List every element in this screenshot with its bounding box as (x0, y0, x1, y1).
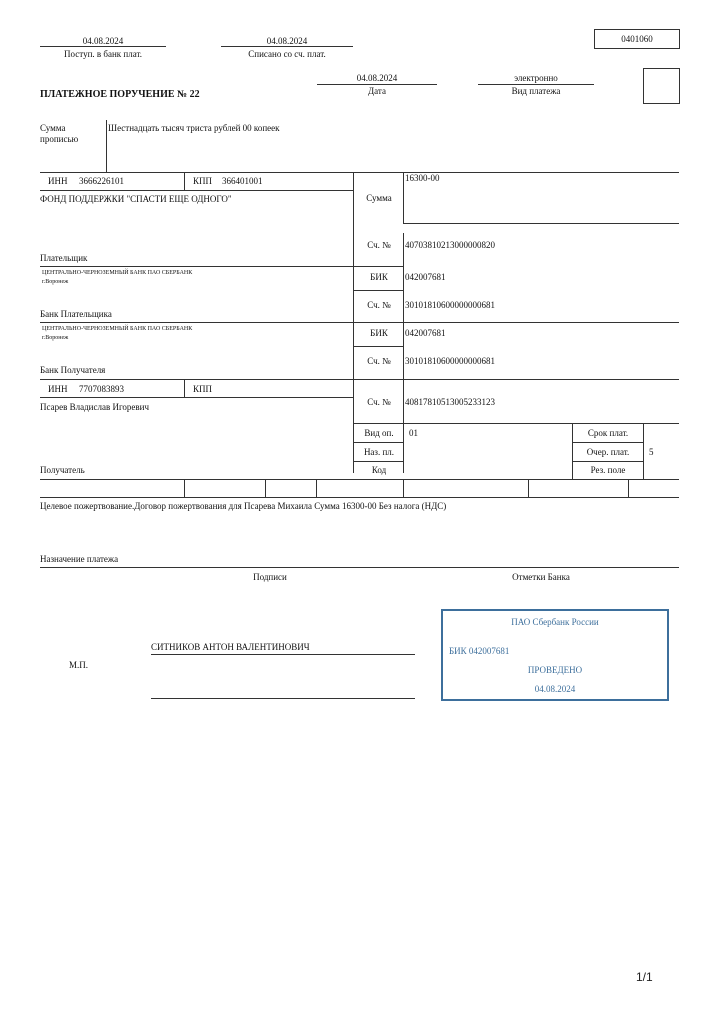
status-code-box (643, 68, 680, 104)
payer-account: 40703810213000000820 (405, 240, 495, 250)
received-date-line (40, 46, 166, 47)
grid-line (40, 266, 353, 267)
grid-line (403, 223, 679, 224)
received-date: 04.08.2024 (82, 36, 124, 46)
payer-kpp: 366401001 (222, 176, 263, 186)
grid-line (184, 172, 185, 190)
signatures-label: Подписи (253, 572, 287, 582)
grid-line (40, 190, 353, 191)
amount-words-label-2: прописью (40, 134, 79, 144)
payer-kpp-label: КПП (193, 176, 213, 186)
payee-kpp-label: КПП (193, 384, 213, 394)
signer-line (151, 654, 415, 655)
payer-bik: 042007681 (405, 272, 446, 282)
grid-line (628, 479, 629, 497)
grid-line (40, 497, 679, 498)
sum-value: 16300-00 (405, 173, 440, 183)
payer-bank-label: Банк Плательщика (40, 309, 112, 319)
grid-line (353, 442, 403, 443)
grid-line (184, 379, 185, 397)
sum-label: Сумма (366, 193, 392, 203)
grid-line (353, 346, 403, 347)
purpose-label: Назначение платежа (40, 554, 119, 564)
grid-line (353, 461, 403, 462)
amount-words-label-1: Сумма (40, 123, 66, 133)
payee-name: Псарев Владислав Игоревич (40, 402, 150, 412)
page-indicator: 1/1 (636, 970, 653, 984)
payer-inn-label: ИНН (48, 176, 68, 186)
grid-line (40, 322, 679, 323)
document-date-label: Дата (368, 86, 386, 96)
code-label: Код (371, 465, 387, 475)
payee-bank-city: г.Воронеж (42, 335, 69, 341)
grid-line (353, 266, 403, 267)
grid-line (353, 423, 679, 424)
debited-label: Списано со сч. плат. (248, 49, 326, 59)
signer-name: СИТНИКОВ АНТОН ВАЛЕНТИНОВИЧ (151, 642, 310, 652)
payee-corr-account: 30101810600000000681 (405, 356, 495, 366)
received-label: Поступ. в банк плат. (64, 49, 142, 59)
stamp-date: 04.08.2024 (534, 684, 576, 694)
payee-bik: 042007681 (405, 328, 446, 338)
payer-bank-name: ЦЕНТРАЛЬНО-ЧЕРНОЗЕМНЫЙ БАНК ПАО СБЕРБАНК (42, 270, 193, 276)
payment-type-line (478, 84, 594, 85)
payee-corr-label: Сч. № (367, 356, 391, 366)
amount-words-value: Шестнадцать тысяч триста рублей 00 копеек (108, 123, 280, 133)
payee-bank-name: ЦЕНТРАЛЬНО-ЧЕРНОЗЕМНЫЙ БАНК ПАО СБЕРБАНК (42, 326, 193, 332)
grid-line (572, 442, 643, 443)
grid-line (316, 479, 317, 497)
purpose-text: Целевое пожертвование.Договор пожертвования для Псарева Михаила Сумма 16300-00 Без налога (НДС) (40, 501, 447, 511)
grid-line (40, 479, 679, 480)
stamp-bank-name: ПАО Сбербанк России (511, 617, 599, 627)
payer-label: Плательщик (40, 253, 88, 263)
grid-line (40, 379, 679, 380)
reserve-label: Рез. поле (590, 465, 626, 475)
payee-inn-label: ИНН (48, 384, 68, 394)
payee-account: 40817810513005233123 (405, 397, 495, 407)
payee-account-label: Сч. № (367, 397, 391, 407)
payer-inn: 3666226101 (79, 176, 124, 186)
grid-line (353, 290, 403, 291)
document-title: ПЛАТЕЖНОЕ ПОРУЧЕНИЕ № 22 (40, 89, 200, 100)
payee-bank-label: Банк Получателя (40, 365, 106, 375)
grid-line (184, 479, 185, 497)
priority-value: 5 (649, 447, 654, 457)
op-type-value: 01 (409, 428, 418, 438)
payer-corr-label: Сч. № (367, 300, 391, 310)
seal-label: М.П. (69, 660, 89, 670)
stamp-bik: БИК 042007681 (449, 646, 510, 656)
amount-words-divider (106, 120, 107, 172)
payment-type: электронно (514, 73, 558, 83)
payee-bik-label: БИК (370, 328, 388, 338)
grid-line (528, 479, 529, 497)
stamp-status: ПРОВЕДЕНО (527, 665, 583, 675)
grid-line (572, 461, 643, 462)
second-signature-line (151, 698, 415, 699)
grid-line (403, 479, 404, 497)
form-code: 0401060 (621, 34, 653, 44)
payee-label: Получатель (40, 465, 85, 475)
bank-marks-label: Отметки Банка (512, 572, 570, 582)
term-label: Срок плат. (587, 428, 629, 438)
grid-line (40, 172, 679, 173)
payer-bank-city: г.Воронеж (42, 279, 69, 285)
priority-label: Очер. плат. (586, 447, 630, 457)
document-date-line (317, 84, 437, 85)
payer-bik-label: БИК (370, 272, 388, 282)
payee-inn: 7707083893 (79, 384, 124, 394)
payer-name: ФОНД ПОДДЕРЖКИ "СПАСТИ ЕЩЕ ОДНОГО" (40, 194, 232, 204)
grid-line (265, 479, 266, 497)
document-date: 04.08.2024 (356, 73, 398, 83)
payment-type-label: Вид платежа (511, 86, 561, 96)
purpose-code-label: Наз. пл. (363, 447, 395, 457)
payer-account-label: Сч. № (367, 240, 391, 250)
purpose-line (40, 567, 679, 568)
debited-date-line (221, 46, 353, 47)
op-type-label: Вид оп. (364, 428, 394, 438)
grid-line (40, 397, 353, 398)
debited-date: 04.08.2024 (266, 36, 308, 46)
payer-corr-account: 30101810600000000681 (405, 300, 495, 310)
